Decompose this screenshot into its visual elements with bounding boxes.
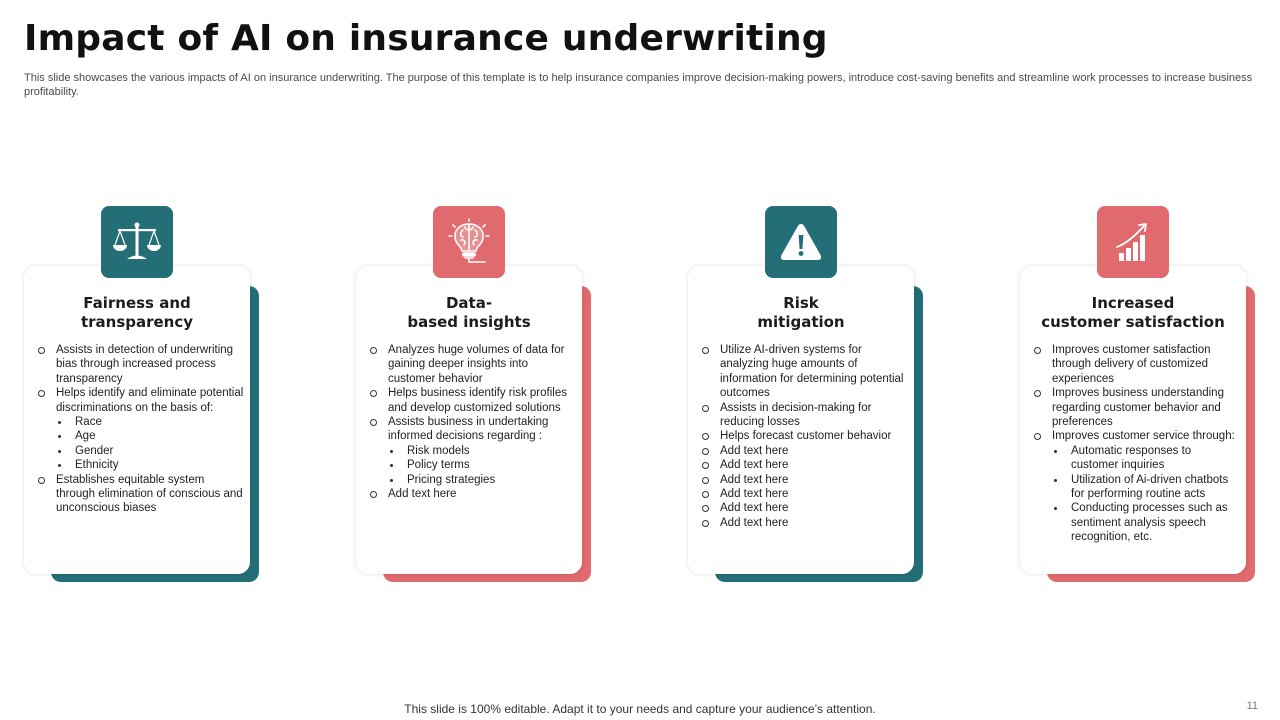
sub-list (1052, 444, 1240, 545)
growth-chart-icon (1111, 220, 1155, 264)
list-item: Add text here (700, 458, 908, 472)
list-item: Helps identify and eliminate potential discriminations on the basis of: Race Age Gender Ethnicity (36, 386, 244, 472)
card-title: Increased customer satisfaction (1041, 294, 1225, 331)
list-item: Add text here (700, 501, 908, 515)
card-body (1020, 266, 1246, 574)
icon-badge (1097, 206, 1169, 278)
list-item: Improves business understanding regarding customer behavior and preferences (1032, 386, 1240, 429)
sub-list (56, 415, 244, 473)
list-item: Helps business identify risk profiles and develop customized solutions (368, 386, 576, 415)
sub-list-item: Pricing strategies (388, 473, 576, 487)
sub-list-item: Age (56, 429, 244, 443)
sub-list-item: Risk models (388, 444, 576, 458)
brain-bulb-icon (445, 218, 493, 266)
list-item: Add text here (700, 473, 908, 487)
card-list (368, 343, 576, 501)
list-item: Assists in detection of underwriting bias through increased process transparency (36, 343, 244, 386)
sub-list-item: Automatic responses to customer inquiries (1052, 444, 1240, 473)
sub-list-item: Conducting processes such as sentiment analysis speech recognition, etc. (1052, 501, 1240, 544)
list-item: Assists in decision-making for reducing losses (700, 401, 908, 430)
list-item: Assists business in undertaking informed decisions regarding : Risk models Policy terms Pricing strategies (368, 415, 576, 487)
card-title: Fairness and transparency (80, 294, 194, 331)
page-description: This slide showcases the various impacts of AI on insurance underwriting. The purpose of this template is to help insurance companies improve decision-making powers, introduce cost-saving benefits and streamline work processes to increase business profitability. (24, 72, 1253, 98)
scales-icon (112, 221, 162, 263)
card-body (356, 266, 582, 574)
sub-list-item: Policy terms (388, 458, 576, 472)
page-number: 11 (1246, 700, 1258, 712)
list-item: Add text here (700, 487, 908, 501)
card-list (1032, 343, 1240, 545)
list-item: Improves customer service through: Automatic responses to customer inquiries Utilization of Ai-driven chatbots for performing routine acts Conducting processes such as sentiment analysis speech recognition, etc. (1032, 429, 1240, 544)
card-list (700, 343, 908, 530)
list-item: Improves customer satisfaction through delivery of customized experiences (1032, 343, 1240, 386)
sub-list-item: Race (56, 415, 244, 429)
card-customer-satisfaction (1020, 206, 1256, 584)
footer-note: This slide is 100% editable. Adapt it to your needs and capture your audience’s attention. (404, 702, 876, 716)
card-title: Risk mitigation (757, 294, 845, 331)
list-item: Establishes equitable system through elimination of conscious and unconscious biases (36, 473, 244, 516)
icon-badge (101, 206, 173, 278)
list-item: Helps forecast customer behavior (700, 429, 908, 443)
sub-list (388, 444, 576, 487)
list-item: Analyzes huge volumes of data for gaining deeper insights into customer behavior (368, 343, 576, 386)
sub-list-item: Utilization of Ai-driven chatbots for performing routine acts (1052, 473, 1240, 502)
warning-icon (779, 222, 823, 262)
card-title: Data- based insights (407, 294, 531, 331)
card-risk-mitigation (688, 206, 924, 584)
sub-list-item: Ethnicity (56, 458, 244, 472)
icon-badge (765, 206, 837, 278)
card-list (36, 343, 244, 516)
sub-list-item: Gender (56, 444, 244, 458)
list-item: Utilize AI-driven systems for analyzing huge amounts of information for determining potential outcomes (700, 343, 908, 401)
icon-badge (433, 206, 505, 278)
page-title: Impact of AI on insurance underwriting (24, 18, 828, 59)
card-data-insights (356, 206, 592, 584)
card-body (24, 266, 250, 574)
list-item: Add text here (700, 516, 908, 530)
list-item: Add text here (700, 444, 908, 458)
list-item: Add text here (368, 487, 576, 501)
card-body (688, 266, 914, 574)
card-fairness (24, 206, 260, 584)
